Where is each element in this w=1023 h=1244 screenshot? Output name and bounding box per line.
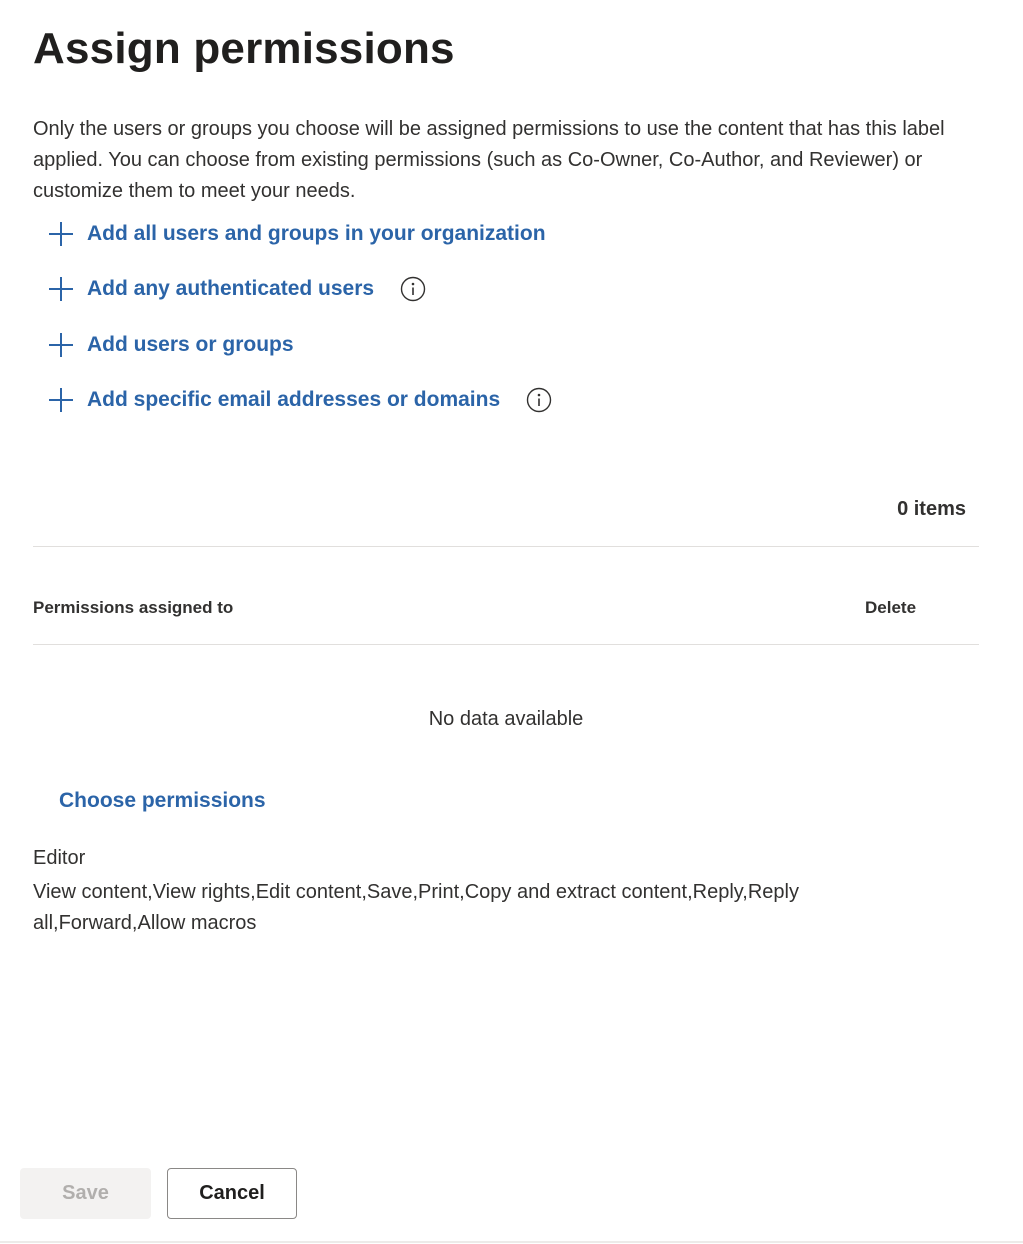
- permission-role-name: Editor: [33, 847, 86, 869]
- page-title: Assign permissions: [33, 24, 455, 73]
- add-authenticated-users-link[interactable]: [47, 275, 426, 303]
- add-email-domains-link[interactable]: [47, 386, 552, 414]
- info-icon[interactable]: [400, 276, 426, 302]
- empty-state-text: No data available: [428, 708, 584, 730]
- plus-icon: [47, 275, 75, 303]
- permission-rights-list: View content,View rights,Edit content,Save,Print,Copy and extract content,Reply,Reply all,Forward,Allow macros: [33, 881, 799, 934]
- items-count: 0 items: [897, 498, 966, 520]
- plus-icon: [47, 220, 75, 248]
- add-authenticated-users-label: Add any authenticated users: [87, 277, 375, 300]
- footer-divider: [0, 1241, 1023, 1243]
- save-button[interactable]: Save: [20, 1168, 151, 1219]
- add-users-groups-link[interactable]: [47, 331, 294, 359]
- add-users-groups-label: Add users or groups: [87, 333, 294, 356]
- plus-icon: [47, 331, 75, 359]
- column-header-delete: Delete: [865, 598, 917, 617]
- add-email-domains-label: Add specific email addresses or domains: [87, 388, 501, 411]
- divider: [33, 546, 979, 547]
- column-header-permissions-assigned-to[interactable]: Permissions assigned to: [33, 598, 234, 617]
- plus-icon: [47, 386, 75, 414]
- cancel-button[interactable]: Cancel: [167, 1168, 297, 1219]
- add-all-users-groups-label: Add all users and groups in your organization: [87, 222, 546, 245]
- choose-permissions-link[interactable]: Choose permissions: [59, 789, 266, 812]
- page-description: Only the users or groups you choose will be assigned permissions to use the content that has this label applied. You can choose from existing permissions (such as Co-Owner, Co-Author, and Reviewer) or customize them to meet your needs.: [33, 118, 945, 202]
- info-icon[interactable]: [526, 387, 552, 413]
- divider: [33, 644, 979, 645]
- add-all-users-groups-link[interactable]: [47, 220, 546, 248]
